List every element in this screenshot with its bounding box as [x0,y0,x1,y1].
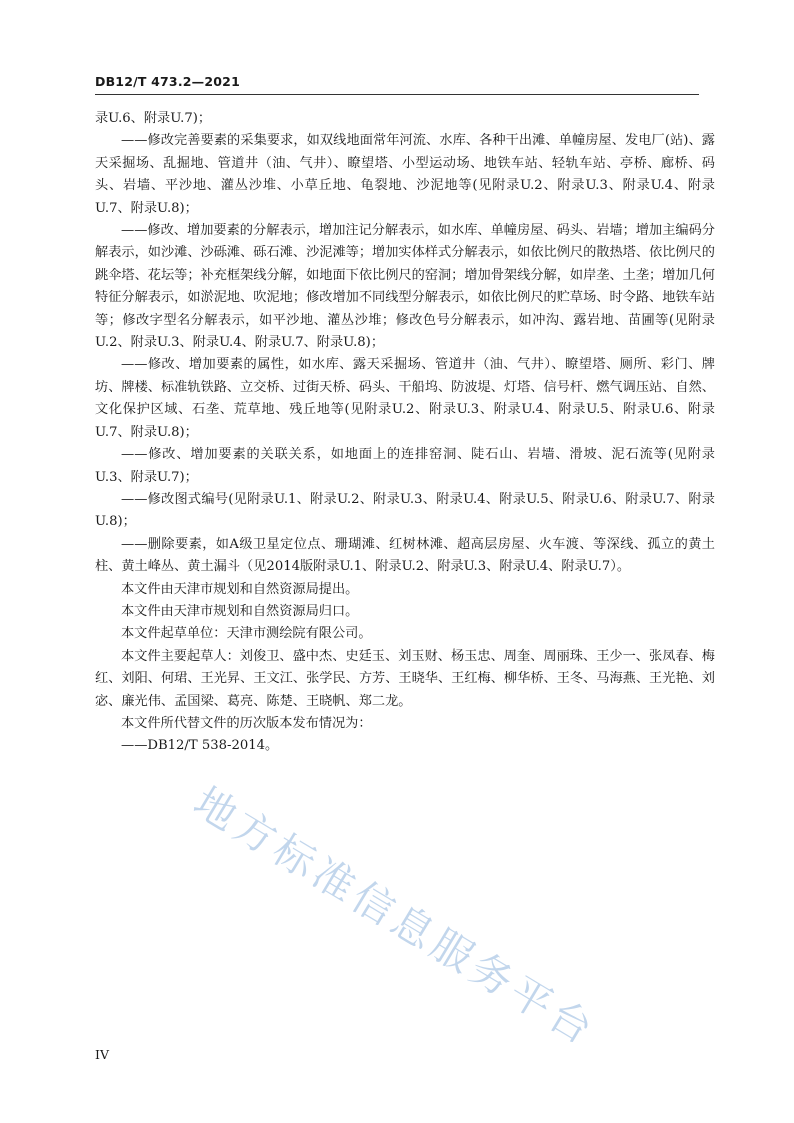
body-paragraph: ——修改完善要素的采集要求，如双线地面常年河流、水库、各种干出滩、单幢房屋、发电厂(站)、露天采掘场、乱掘地、管道井（油、气井）、瞭望塔、小型运动场、地铁车站、轻轨车站、亭桥、廊桥、码头、岩墙、平沙地、灌丛沙堆、小草丘地、龟裂地、沙泥地等(见附录U.2、附录U.3、附录U.4、附录U.7、附录U.8)； [95,133,715,216]
body-paragraph: ——删除要素，如A级卫星定位点、珊瑚滩、红树林滩、超高层房屋、火车渡、等深线、孤立的黄土柱、黄土峰丛、黄土漏斗（见2014版附录U.1、附录U.2、附录U.3、附录U.4、附录U.7）。 [95,536,715,575]
body-paragraph: 本文件主要起草人：刘俊卫、盛中杰、史廷玉、刘玉财、杨玉忠、周奎、周丽珠、王少一、张凤春、梅红、刘阳、何珺、王光昇、王文江、张学民、方芳、王晓华、王红梅、柳华桥、王冬、马海燕、王光艳、刘宓、廉光伟、孟国梁、葛亮、陈楚、王晓帆、郑二龙。 [95,648,715,709]
body-paragraph: 本文件由天津市规划和自然资源局归口。 [121,603,359,619]
body-paragraph: 本文件所代替文件的历次版本发布情况为： [121,715,372,731]
document-body [95,108,715,758]
body-paragraph: ——修改、增加要素的属性，如水库、露天采掘场、管道井（油、气井）、瞭望塔、厕所、彩门、牌坊、牌楼、标准轨铁路、立交桥、过街天桥、码头、干船坞、防波堤、灯塔、信号杆、燃气调压站、自然、文化保护区域、石垄、荒草地、残丘地等(见附录U.2、附录U.3、附录U.4、附录U.5、附录U.6、附录U.7、附录U.8)； [95,357,715,440]
body-paragraph: ——修改图式编号(见附录U.1、附录U.2、附录U.3、附录U.4、附录U.5、附录U.6、附录U.7、附录U.8)； [95,491,715,530]
header-rule [95,94,699,95]
body-paragraph: ——DB12/T 538-2014。 [121,738,279,754]
watermark: 地方标准信息服务平台 [185,777,605,1056]
body-paragraph: 本文件由天津市规划和自然资源局提出。 [121,581,359,597]
document-number: DB12/T 473.2—2021 [95,74,240,89]
body-paragraph: ——修改、增加要素的分解表示，增加注记分解表示，如水库、单幢房屋、码头、岩墙；增加主编码分解表示，如沙滩、沙砾滩、砾石滩、沙泥滩等；增加实体样式分解表示，如依比例尺的散热塔、依比例尺的跳伞塔、花坛等；补充框架线分解，如地面下依比例尺的窑洞；增加骨架线分解，如岸垄、土垄；增加几何特征分解表示，如淤泥地、吹泥地；修改增加不同线型分解表示，如依比例尺的贮草场、时令路、地铁车站等；修改字型名分解表示，如平沙地、灌丛沙堆；修改色号分解表示，如冲沟、露岩地、苗圃等(见附录U.2、附录U.3、附录U.4、附录U.7、附录U.8)； [95,223,715,351]
body-paragraph: 本文件起草单位：天津市测绘院有限公司。 [121,626,372,642]
page-number: IV [95,1047,109,1062]
body-paragraph: 录U.6、附录U.7)； [95,111,212,126]
body-paragraph: ——修改、增加要素的关联关系，如地面上的连排窑洞、陡石山、岩墙、滑坡、泥石流等(见附录U.3、附录U.7)； [95,447,715,485]
